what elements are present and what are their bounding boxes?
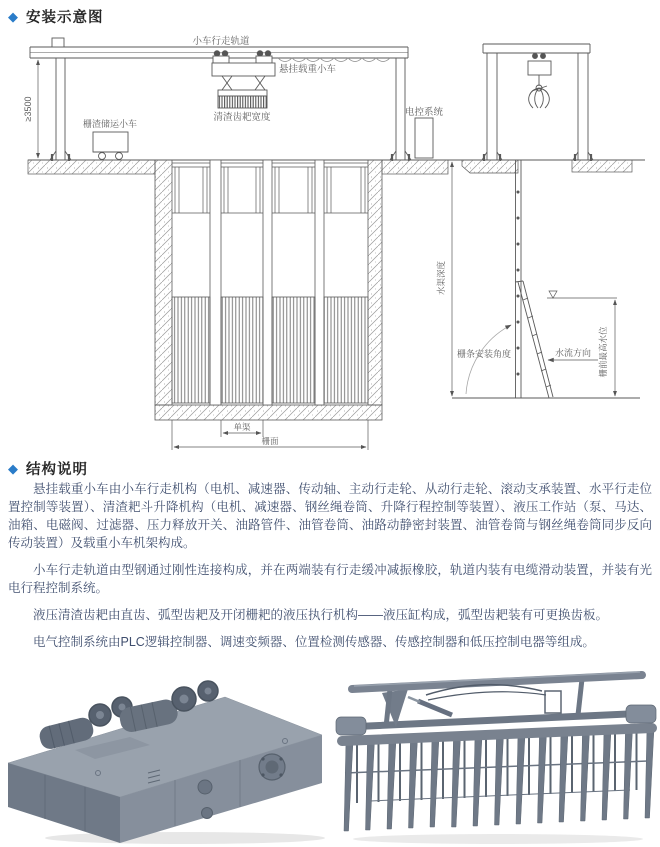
rail-end-stop: [52, 38, 64, 47]
description-paragraph: 悬挂载重小车由小车行走机构（电机、减速器、传动轴、主动行走轮、从动行走轮、滚动支承装置、水平行走位置控制等装置）、清渣耙斗升降机构（电机、减速器、钢丝绳卷筒、升降行程控制等装置）、液压工作站（泵、马达、油箱、电磁阀、过滤器、压力释放开关、油路管件、油管卷筒、油路动静密封装置、油管卷筒与钢丝绳卷筒同步反向传动装置）及载重小车机架构成。: [8, 482, 652, 550]
section-header-structure: [8, 458, 88, 479]
flow-direction-label: 水流方向: [554, 348, 592, 358]
hoist-grab: [528, 54, 551, 109]
trolley-body-photo: [0, 655, 330, 847]
description-paragraph: 小车行走轨道由型钢通过刚性连接构成，并在两端装有行走缓冲减振橡胶，轨道内装有电缆滑动装置，并装有光电行程控制系统。: [8, 563, 652, 595]
rake-grab-photo: [330, 655, 660, 847]
water-level-symbol: [549, 291, 557, 298]
structure-description: [8, 480, 652, 660]
screen-face-label: 栅面: [261, 436, 279, 446]
control-cabinet: [415, 118, 433, 158]
installation-diagram-svg: [0, 30, 660, 458]
cleaning-rake: [218, 90, 267, 108]
suspended-trolley: [212, 51, 275, 90]
max-water-label: 栅前最高水位: [598, 326, 608, 378]
cable-festoon: [278, 58, 390, 62]
description-paragraph: 电气控制系统由PLC逻辑控制器、调速变频器、位置检测传感器、传感控制器和低压控制电器等组成。: [33, 635, 595, 649]
angle-arc: [466, 325, 511, 394]
channel-wall: [516, 160, 522, 398]
rail-label: 小车行走轨道: [192, 36, 250, 47]
single-channel-label: 单渠: [233, 422, 251, 432]
section-title: 结构说明: [26, 462, 88, 478]
debris-cart: [93, 132, 128, 160]
center-bracket: [545, 691, 561, 713]
trolley-label: 悬挂载重小车: [279, 64, 337, 75]
installation-diagram: [0, 30, 660, 458]
top-bar: [352, 675, 642, 689]
control-label: 电控系统: [404, 107, 444, 118]
front-view: [28, 38, 645, 450]
side-view: [452, 44, 640, 398]
side-right-leg: [573, 53, 593, 161]
left-post: [50, 58, 71, 161]
height-dim-label: ≥3500: [23, 96, 33, 122]
section-header-install: [8, 6, 104, 27]
bar-angle-label: 栅条安装角度: [456, 349, 512, 359]
rake-width-label: 清渣齿耙宽度: [213, 112, 271, 123]
section-title: 安装示意图: [26, 10, 104, 26]
diamond-icon: ◆: [8, 9, 19, 24]
description-paragraph: 液压清渣齿耙由直齿、弧型齿耙及开闭栅耙的液压执行机构——液压缸构成，弧型齿耙装有可更换齿板。: [33, 608, 609, 622]
cart-label: 栅渣储运小车: [82, 119, 138, 129]
side-left-leg: [482, 53, 502, 161]
product-photos: [0, 655, 660, 847]
diamond-icon: ◆: [8, 461, 19, 476]
channel-depth-label: 水渠深度: [436, 260, 446, 296]
